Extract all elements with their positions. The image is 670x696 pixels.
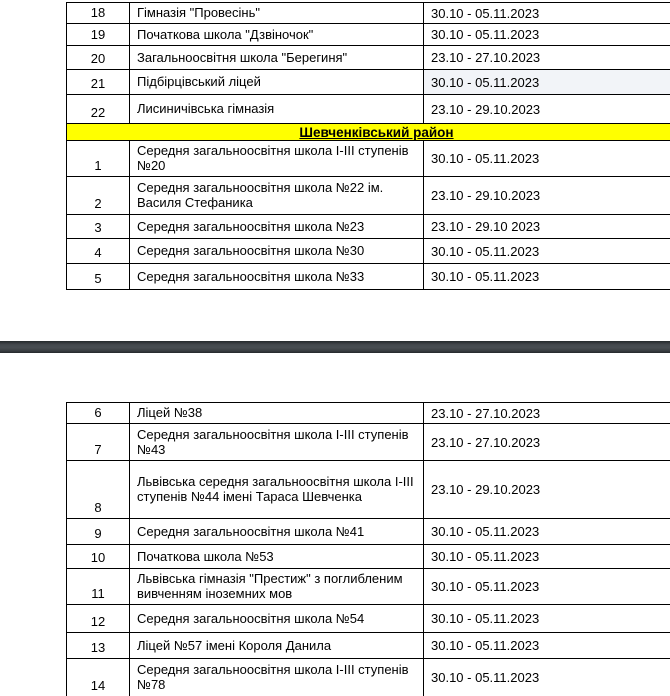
school-name-cell: Середня загальноосвітня школа №22 ім. Василя Стефаника [130, 177, 424, 215]
date-range-cell: 23.10 - 29.10 2023 [424, 215, 670, 239]
date-range-cell: 23.10 - 29.10.2023 [424, 177, 670, 215]
date-range-cell: 30.10 - 05.11.2023 [424, 70, 670, 95]
table-row [67, 424, 670, 461]
date-range-cell: 30.10 - 05.11.2023 [424, 3, 670, 24]
date-range-cell: 23.10 - 29.10.2023 [424, 461, 670, 519]
date-range-cell: 30.10 - 05.11.2023 [424, 545, 670, 569]
row-number-cell: 13 [67, 633, 130, 659]
school-name-cell: Середня загальноосвітня школа №30 [130, 239, 424, 264]
school-name-cell: Початкова школа "Дзвіночок" [130, 24, 424, 46]
date-range-cell: 23.10 - 27.10.2023 [424, 403, 670, 424]
school-name-cell: Середня загальноосвітня школа І-ІІІ ступенів №78 [130, 659, 424, 696]
table-row [67, 519, 670, 545]
school-name-cell: Львівська середня загальноосвітня школа І-ІІІ ступенів №44 імені Тараса Шевченка [130, 461, 424, 519]
row-number-cell: 10 [67, 545, 130, 569]
section-header-row [67, 124, 670, 141]
row-number-cell: 7 [67, 424, 130, 461]
row-number-cell: 6 [67, 403, 130, 424]
school-name-cell: Львівська гімназія "Престиж" з поглибленим вивченням іноземних мов [130, 569, 424, 605]
date-range-cell: 30.10 - 05.11.2023 [424, 239, 670, 264]
school-name-cell: Середня загальноосвітня школа №54 [130, 605, 424, 633]
school-name-cell: Середня загальноосвітня школа І-ІІІ ступенів №20 [130, 141, 424, 177]
table-row [67, 141, 670, 177]
page-gap-separator [0, 341, 670, 353]
row-number-cell: 1 [67, 141, 130, 177]
row-number-cell: 20 [67, 46, 130, 70]
date-range-cell: 30.10 - 05.11.2023 [424, 24, 670, 46]
date-range-cell: 30.10 - 05.11.2023 [424, 519, 670, 545]
schedule-table-body [67, 403, 670, 696]
table-row [67, 239, 670, 264]
row-number-cell: 3 [67, 215, 130, 239]
school-name-cell: Середня загальноосвітня школа №33 [130, 264, 424, 290]
date-range-cell: 30.10 - 05.11.2023 [424, 659, 670, 696]
date-range-cell: 23.10 - 27.10.2023 [424, 46, 670, 70]
school-name-cell: Ліцей №57 імені Короля Данила [130, 633, 424, 659]
table-row [67, 177, 670, 215]
table-row [67, 659, 670, 696]
school-name-cell: Загальноосвітня школа "Берегиня" [130, 46, 424, 70]
date-range-cell: 23.10 - 27.10.2023 [424, 424, 670, 461]
schedule-table-page-1 [66, 2, 670, 290]
table-row [67, 95, 670, 124]
table-row [67, 3, 670, 24]
table-row [67, 545, 670, 569]
table-row [67, 70, 670, 95]
table-row [67, 264, 670, 290]
date-range-cell: 30.10 - 05.11.2023 [424, 569, 670, 605]
table-row [67, 605, 670, 633]
schedule-table-page-2 [66, 402, 670, 696]
table-row [67, 461, 670, 519]
row-number-cell: 11 [67, 569, 130, 605]
row-number-cell: 21 [67, 70, 130, 95]
school-name-cell: Ліцей №38 [130, 403, 424, 424]
row-number-cell: 22 [67, 95, 130, 124]
row-number-cell: 18 [67, 3, 130, 24]
date-range-cell: 23.10 - 29.10.2023 [424, 95, 670, 124]
row-number-cell: 2 [67, 177, 130, 215]
date-range-cell: 30.10 - 05.11.2023 [424, 141, 670, 177]
row-number-cell: 5 [67, 264, 130, 290]
school-name-cell: Середня загальноосвітня школа №23 [130, 215, 424, 239]
school-name-cell: Лисиничівська гімназія [130, 95, 424, 124]
row-number-cell: 12 [67, 605, 130, 633]
row-number-cell: 9 [67, 519, 130, 545]
date-range-cell: 30.10 - 05.11.2023 [424, 633, 670, 659]
date-range-cell: 30.10 - 05.11.2023 [424, 264, 670, 290]
section-header: Шевченківський район [67, 124, 670, 141]
table-row [67, 403, 670, 424]
row-number-cell: 14 [67, 659, 130, 696]
table-row [67, 569, 670, 605]
table-row [67, 215, 670, 239]
row-number-cell: 8 [67, 461, 130, 519]
row-number-cell: 4 [67, 239, 130, 264]
table-row [67, 24, 670, 46]
date-range-cell: 30.10 - 05.11.2023 [424, 605, 670, 633]
schedule-table-body [67, 3, 670, 290]
school-name-cell: Середня загальноосвітня школа №41 [130, 519, 424, 545]
school-name-cell: Початкова школа №53 [130, 545, 424, 569]
school-name-cell: Середня загальноосвітня школа І-ІІІ ступенів №43 [130, 424, 424, 461]
school-name-cell: Підбірцівський ліцей [130, 70, 424, 95]
table-row [67, 46, 670, 70]
school-name-cell: Гімназія "Провесінь" [130, 3, 424, 24]
table-row [67, 633, 670, 659]
row-number-cell: 19 [67, 24, 130, 46]
